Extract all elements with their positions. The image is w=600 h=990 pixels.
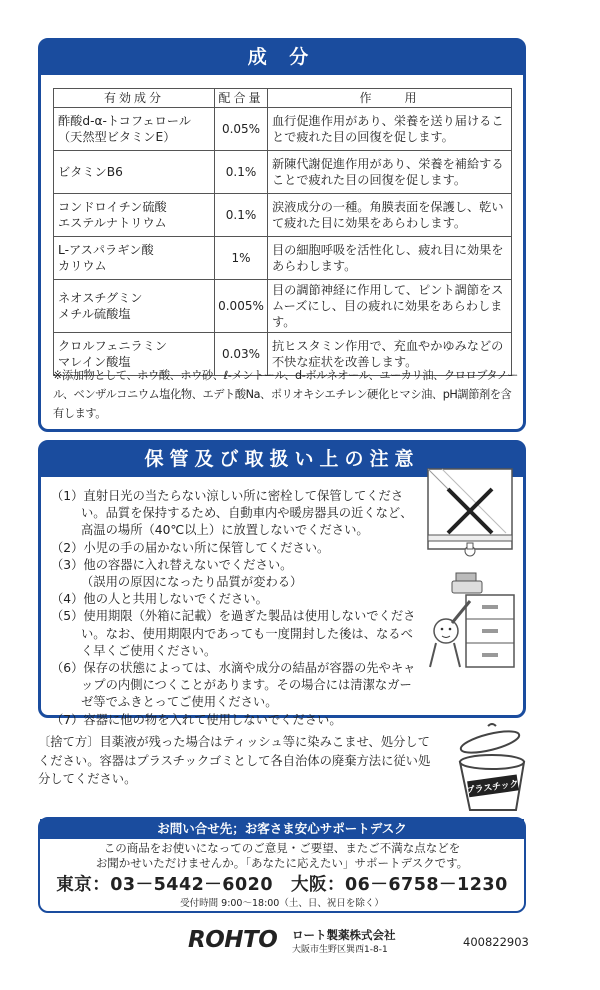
ingredient-name-line2: カリウム (58, 259, 107, 273)
footer (0, 925, 600, 955)
ingredient-name-line2: マレイン酸塩 (58, 355, 131, 369)
ingredient-name-line1: コンドロイチン硫酸 (58, 200, 167, 214)
storage-panel (38, 440, 526, 727)
ingredient-effect: 血行促進作用があり、栄養を送り届けることで疲れた目の回復を促します。 (268, 108, 512, 151)
header-amount: 配合量 (215, 89, 268, 108)
precaution-text: （3）他の容器に入れ替えないでください。 (51, 557, 293, 572)
no-sunlight-illustration-icon (422, 465, 518, 565)
list-item (51, 660, 416, 712)
table-row (54, 194, 512, 237)
support-hours: 受付時間 9:00～18:00（土、日、祝日を除く） (180, 898, 384, 909)
support-line2: お聞かせいただけませんか。「あなたに応えたい」サポートデスクです。 (95, 856, 469, 870)
support-line1: この商品をお使いになってのご意見・ご要望、またご不満な点などを (103, 841, 461, 855)
precaution-text: （6）保存の状態によっては、水滴や成分の結晶が容器の先やキャップの内側につくことがあります。その場合には清潔なガーゼ等でふきとってご使用ください。 (51, 661, 416, 710)
ingredient-amount: 0.03% (215, 333, 268, 376)
ingredient-name-line2: エステルナトリウム (58, 216, 167, 230)
ingredient-amount: 0.005% (215, 280, 268, 333)
list-item (51, 488, 416, 540)
ingredient-name (54, 280, 215, 333)
phone-numbers: 東京：03－5442－6020 大阪：06－6758－1230 (56, 875, 508, 895)
ingredient-name-line1: ネオスチグミン (58, 291, 143, 305)
company-name: ロート製薬株式会社 (292, 928, 396, 942)
storage-title: 保管及び取扱い上の注意 (41, 443, 523, 477)
ingredient-name (54, 108, 215, 151)
list-item (51, 557, 416, 591)
ingredient-effect: 抗ヒスタミン作用で、充血やかゆみなどの不快な症状を改善します。 (268, 333, 512, 376)
ingredient-amount: 0.1% (215, 194, 268, 237)
table-row (54, 280, 512, 333)
header-effect: 作 用 (268, 89, 512, 108)
precaution-text: （5）使用期限（外箱に記載）を過ぎた製品は使用しないでください。なお、使用期限内であっても一度開封した後は、なるべく早くご使用ください。 (51, 609, 416, 658)
ingredient-name (54, 151, 215, 194)
table-row (54, 151, 512, 194)
table-row (54, 237, 512, 280)
child-reaching-drawer-illustration-icon (422, 561, 518, 669)
ingredient-amount: 0.05% (215, 108, 268, 151)
list-item (51, 540, 416, 557)
ingredients-table (53, 88, 512, 376)
table-header-row (54, 89, 512, 108)
ingredient-name-line1: 酢酸d-α-トコフェロール (58, 114, 191, 128)
list-item (51, 712, 416, 729)
ingredients-panel (38, 38, 526, 432)
ingredient-name-line2: （天然型ビタミンE） (58, 130, 176, 144)
ingredient-name-line1: L-アスパラギン酸 (58, 243, 154, 257)
ingredient-name-line2: メチル硫酸塩 (58, 307, 131, 321)
ingredient-name-line1: クロルフェニラミン (58, 339, 168, 353)
precaution-text: （4）他の人と共用しないでください。 (51, 592, 268, 607)
support-title: お問い合せ先；お客さま安心サポートデスク (40, 819, 524, 839)
rohto-logo: ROHTO (188, 927, 278, 953)
plastic-bin-icon (442, 720, 534, 816)
precaution-text: （1）直射日光の当たらない涼しい所に密栓して保管してください。品質を保持するため、自動車内や暖房器具の近くなど、高温の場所（40℃以上）に放置しないでください。 (51, 489, 413, 538)
list-item (51, 608, 416, 660)
ingredient-effect: 目の細胞呼吸を活性化し、疲れ目に効果をあらわします。 (268, 237, 512, 280)
precaution-subtext: （誤用の原因になったり品質が変わる） (81, 575, 303, 590)
ingredient-amount: 0.1% (215, 151, 268, 194)
table-row (54, 108, 512, 151)
product-code: 400822903 (463, 935, 529, 949)
ingredient-name-line1: ビタミンB6 (58, 165, 123, 179)
precaution-text: （2）小児の手の届かない所に保管してください。 (51, 540, 330, 555)
support-panel (38, 817, 526, 913)
ingredient-name (54, 237, 215, 280)
bin-label: プラスチック (465, 779, 520, 797)
ingredient-effect: 目の調節神経に作用して、ピント調節をスムーズにし、目の疲れに効果をあらわします。 (268, 280, 512, 333)
ingredient-name (54, 194, 215, 237)
header-ingredient: 有効成分 (54, 89, 215, 108)
disposal-text: 〔捨て方〕目薬液が残った場合はティッシュ等に染みこませ、処分してください。容器はプラスチックゴミとして各自治体の廃棄方法に従い処分してください。 (38, 735, 431, 786)
additives-note: ※添加物として、ホウ酸、ホウ砂、ℓ-メントール、d-ボルネオール、ユーカリ油、クロロブタノール、ベンザルコニウム塩化物、エデト酸Na、ポリオキシエチレン硬化ヒマシ油、pH調節剤を含有します。 (53, 369, 518, 420)
ingredient-amount: 1% (215, 237, 268, 280)
list-item (51, 591, 416, 608)
ingredients-title: 成 分 (41, 41, 523, 75)
company-address: 大阪市生野区巽西1-8-1 (292, 945, 388, 955)
ingredient-effect: 涙液成分の一種。角膜表面を保護し、乾いて疲れた目に効果をあらわします。 (268, 194, 512, 237)
precaution-text: （7）容器に他の物を入れて使用しないでください。 (51, 712, 342, 727)
precaution-list (51, 488, 416, 729)
ingredient-effect: 新陳代謝促進作用があり、栄養を補給することで疲れた目の回復を促します。 (268, 151, 512, 194)
